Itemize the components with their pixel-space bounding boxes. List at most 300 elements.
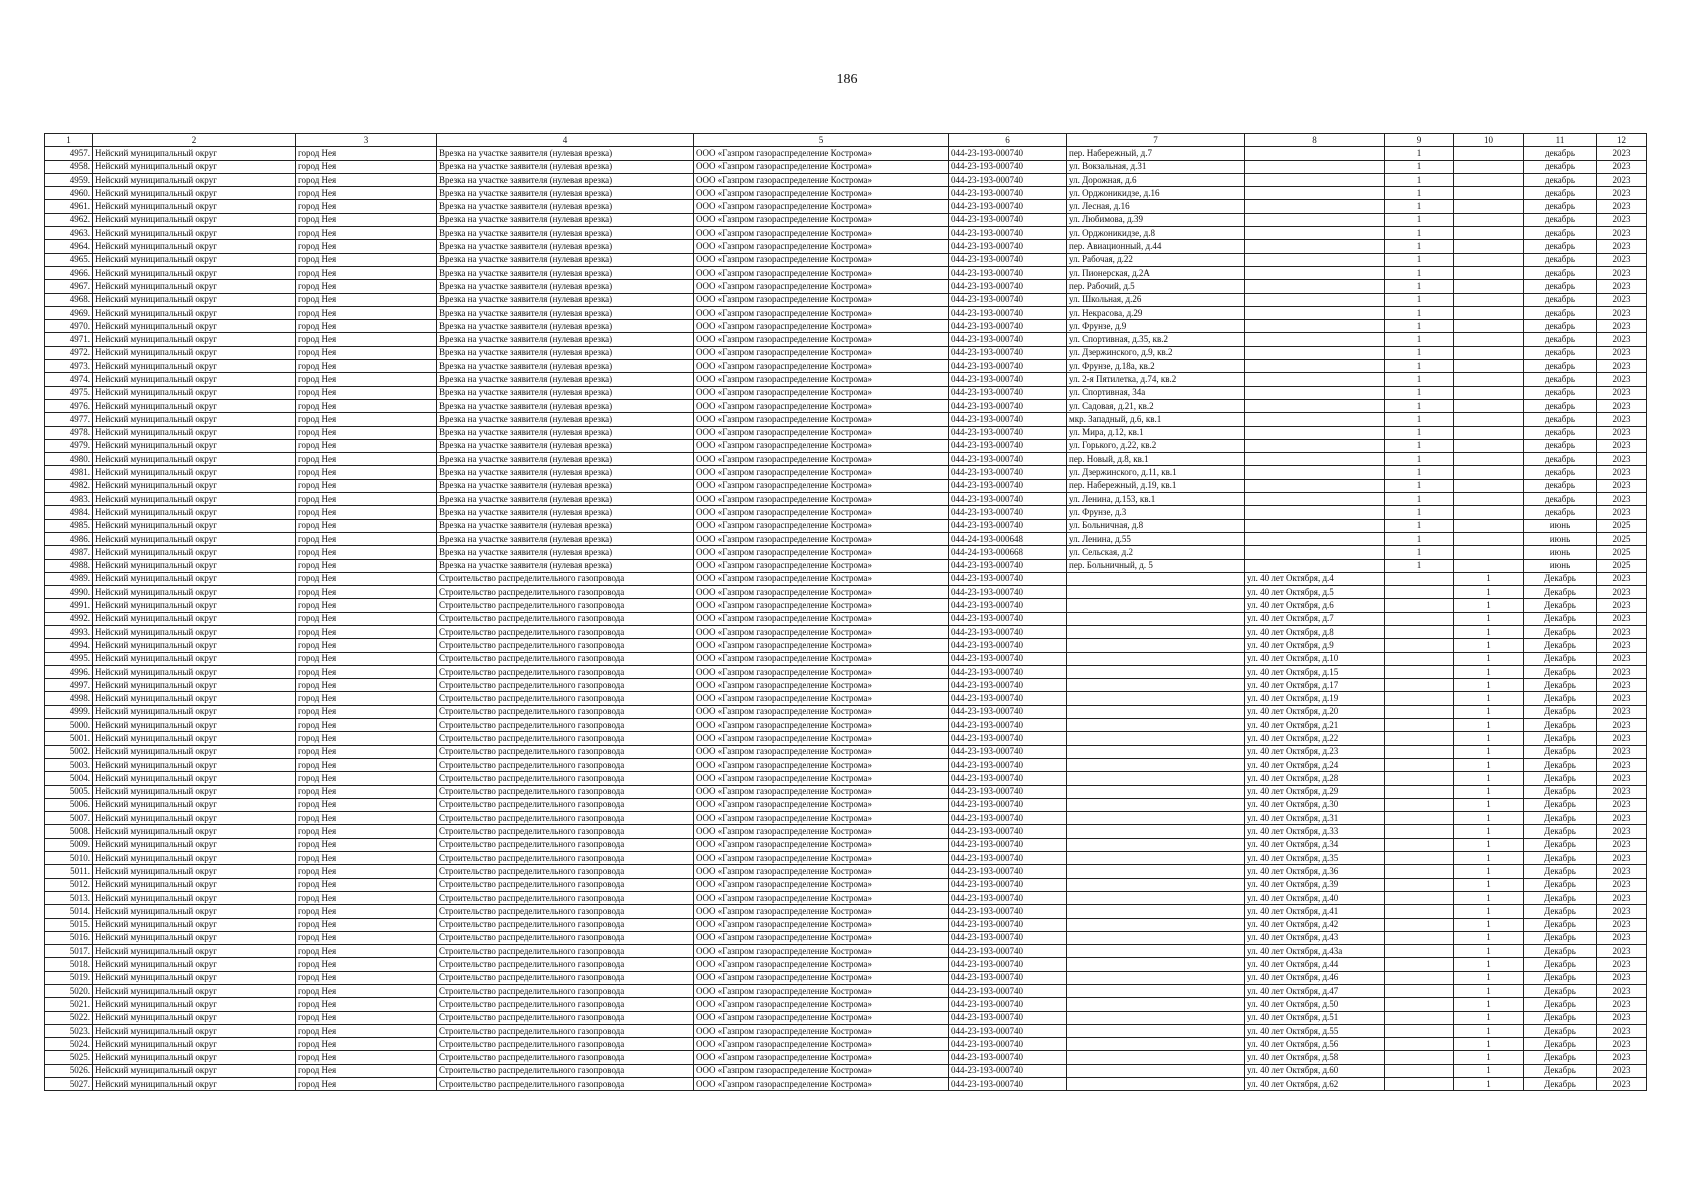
- organization-cell: ООО «Газпром газораспределение Кострома»: [694, 825, 949, 838]
- code-cell: 044-23-193-000740: [949, 599, 1067, 612]
- month-cell: Декабрь: [1524, 692, 1597, 705]
- locality-cell: город Нея: [296, 1038, 437, 1051]
- district-cell: Нейский муниципальный округ: [93, 532, 296, 545]
- locality-cell: город Нея: [296, 532, 437, 545]
- organization-cell: ООО «Газпром газораспределение Кострома»: [694, 493, 949, 506]
- row-number-cell: 4992.: [45, 612, 93, 625]
- table-row: [45, 905, 1647, 918]
- code-cell: 044-23-193-000740: [949, 612, 1067, 625]
- organization-cell: ООО «Газпром газораспределение Кострома»: [694, 971, 949, 984]
- work-type-cell: Врезка на участке заявителя (нулевая врезка): [437, 373, 694, 386]
- month-cell: декабрь: [1524, 293, 1597, 306]
- work-type-cell: Врезка на участке заявителя (нулевая врезка): [437, 200, 694, 213]
- quantity-cell: [1385, 772, 1454, 785]
- work-type-cell: Строительство распределительного газопровода: [437, 665, 694, 678]
- street-address-cell: ул. 40 лет Октября, д.17: [1245, 679, 1385, 692]
- row-number-cell: 5026.: [45, 1064, 93, 1077]
- table-row: [45, 333, 1647, 346]
- work-type-cell: Врезка на участке заявителя (нулевая врезка): [437, 426, 694, 439]
- month-cell: Декабрь: [1524, 931, 1597, 944]
- organization-cell: ООО «Газпром газораспределение Кострома»: [694, 745, 949, 758]
- organization-cell: ООО «Газпром газораспределение Кострома»: [694, 280, 949, 293]
- district-cell: Нейский муниципальный округ: [93, 719, 296, 732]
- locality-cell: город Нея: [296, 891, 437, 904]
- month-cell: декабрь: [1524, 306, 1597, 319]
- table-row: [45, 253, 1647, 266]
- table-row: [45, 173, 1647, 186]
- quantity-cell: 1: [1385, 559, 1454, 572]
- year-cell: 2023: [1597, 506, 1647, 519]
- address-cell: [1067, 772, 1245, 785]
- quantity-alt-cell: 1: [1454, 639, 1524, 652]
- year-cell: 2023: [1597, 333, 1647, 346]
- address-cell: ул. Некрасова, д.29: [1067, 306, 1245, 319]
- quantity-alt-cell: 1: [1454, 825, 1524, 838]
- organization-cell: ООО «Газпром газораспределение Кострома»: [694, 147, 949, 160]
- work-type-cell: Врезка на участке заявителя (нулевая врезка): [437, 240, 694, 253]
- year-cell: 2023: [1597, 413, 1647, 426]
- code-cell: 044-23-193-000740: [949, 758, 1067, 771]
- row-number-cell: 4957.: [45, 147, 93, 160]
- work-type-cell: Строительство распределительного газопровода: [437, 1051, 694, 1064]
- work-type-cell: Врезка на участке заявителя (нулевая врезка): [437, 506, 694, 519]
- organization-cell: ООО «Газпром газораспределение Кострома»: [694, 266, 949, 279]
- work-type-cell: Строительство распределительного газопровода: [437, 599, 694, 612]
- district-cell: Нейский муниципальный округ: [93, 360, 296, 373]
- street-address-cell: ул. 40 лет Октября, д.55: [1245, 1024, 1385, 1037]
- row-number-cell: 5019.: [45, 971, 93, 984]
- locality-cell: город Нея: [296, 945, 437, 958]
- quantity-alt-cell: 1: [1454, 665, 1524, 678]
- district-cell: Нейский муниципальный округ: [93, 985, 296, 998]
- locality-cell: город Нея: [296, 306, 437, 319]
- year-cell: 2023: [1597, 479, 1647, 492]
- street-address-cell: ул. 40 лет Октября, д.33: [1245, 825, 1385, 838]
- organization-cell: ООО «Газпром газораспределение Кострома»: [694, 772, 949, 785]
- work-type-cell: Строительство распределительного газопровода: [437, 865, 694, 878]
- quantity-alt-cell: 1: [1454, 958, 1524, 971]
- district-cell: Нейский муниципальный округ: [93, 147, 296, 160]
- address-cell: ул. Лесная, д.16: [1067, 200, 1245, 213]
- month-cell: Декабрь: [1524, 732, 1597, 745]
- month-cell: декабрь: [1524, 386, 1597, 399]
- column-header: 3: [296, 134, 437, 147]
- month-cell: декабрь: [1524, 227, 1597, 240]
- table-row: [45, 679, 1647, 692]
- month-cell: Декабрь: [1524, 918, 1597, 931]
- organization-cell: ООО «Газпром газораспределение Кострома»: [694, 758, 949, 771]
- district-cell: Нейский муниципальный округ: [93, 546, 296, 559]
- quantity-cell: [1385, 1078, 1454, 1091]
- column-number-row: [45, 134, 1647, 147]
- quantity-cell: 1: [1385, 360, 1454, 373]
- street-address-cell: ул. 40 лет Октября, д.43а: [1245, 945, 1385, 958]
- street-address-cell: ул. 40 лет Октября, д.62: [1245, 1078, 1385, 1091]
- street-address-cell: [1245, 386, 1385, 399]
- table-row: [45, 479, 1647, 492]
- row-number-cell: 4958.: [45, 160, 93, 173]
- work-type-cell: Врезка на участке заявителя (нулевая врезка): [437, 493, 694, 506]
- street-address-cell: [1245, 147, 1385, 160]
- address-cell: [1067, 679, 1245, 692]
- table-row: [45, 732, 1647, 745]
- code-cell: 044-23-193-000740: [949, 945, 1067, 958]
- organization-cell: ООО «Газпром газораспределение Кострома»: [694, 386, 949, 399]
- quantity-alt-cell: [1454, 373, 1524, 386]
- address-cell: пер. Авиационный, д.44: [1067, 240, 1245, 253]
- street-address-cell: ул. 40 лет Октября, д.28: [1245, 772, 1385, 785]
- code-cell: 044-23-193-000740: [949, 227, 1067, 240]
- code-cell: 044-23-193-000740: [949, 333, 1067, 346]
- locality-cell: город Нея: [296, 785, 437, 798]
- row-number-cell: 4995.: [45, 652, 93, 665]
- row-number-cell: 4986.: [45, 532, 93, 545]
- quantity-cell: 1: [1385, 213, 1454, 226]
- year-cell: 2023: [1597, 599, 1647, 612]
- quantity-alt-cell: 1: [1454, 1038, 1524, 1051]
- row-number-cell: 5023.: [45, 1024, 93, 1037]
- address-cell: [1067, 612, 1245, 625]
- quantity-alt-cell: [1454, 519, 1524, 532]
- quantity-cell: [1385, 1011, 1454, 1024]
- district-cell: Нейский муниципальный округ: [93, 413, 296, 426]
- street-address-cell: [1245, 373, 1385, 386]
- locality-cell: город Нея: [296, 705, 437, 718]
- year-cell: 2025: [1597, 519, 1647, 532]
- organization-cell: ООО «Газпром газораспределение Кострома»: [694, 852, 949, 865]
- row-number-cell: 5002.: [45, 745, 93, 758]
- quantity-alt-cell: 1: [1454, 652, 1524, 665]
- quantity-alt-cell: [1454, 306, 1524, 319]
- work-type-cell: Строительство распределительного газопровода: [437, 572, 694, 585]
- address-cell: [1067, 958, 1245, 971]
- street-address-cell: ул. 40 лет Октября, д.40: [1245, 891, 1385, 904]
- locality-cell: город Нея: [296, 160, 437, 173]
- table-row: [45, 705, 1647, 718]
- locality-cell: город Нея: [296, 386, 437, 399]
- address-cell: [1067, 838, 1245, 851]
- month-cell: Декабрь: [1524, 958, 1597, 971]
- year-cell: 2023: [1597, 825, 1647, 838]
- row-number-cell: 4961.: [45, 200, 93, 213]
- district-cell: Нейский муниципальный округ: [93, 652, 296, 665]
- table-row: [45, 692, 1647, 705]
- organization-cell: ООО «Газпром газораспределение Кострома»: [694, 200, 949, 213]
- year-cell: 2023: [1597, 625, 1647, 638]
- code-cell: 044-23-193-000740: [949, 466, 1067, 479]
- quantity-alt-cell: 1: [1454, 758, 1524, 771]
- quantity-cell: 1: [1385, 240, 1454, 253]
- row-number-cell: 4996.: [45, 665, 93, 678]
- month-cell: декабрь: [1524, 373, 1597, 386]
- organization-cell: ООО «Газпром газораспределение Кострома»: [694, 187, 949, 200]
- district-cell: Нейский муниципальный округ: [93, 838, 296, 851]
- row-number-cell: 4988.: [45, 559, 93, 572]
- address-cell: ул. Пионерская, д.2А: [1067, 266, 1245, 279]
- address-cell: ул. Орджоникидзе, д.8: [1067, 227, 1245, 240]
- year-cell: 2023: [1597, 147, 1647, 160]
- table-row: [45, 227, 1647, 240]
- address-cell: ул. Дзержинского, д.11, кв.1: [1067, 466, 1245, 479]
- district-cell: Нейский муниципальный округ: [93, 625, 296, 638]
- table-row: [45, 878, 1647, 891]
- row-number-cell: 4997.: [45, 679, 93, 692]
- district-cell: Нейский муниципальный округ: [93, 320, 296, 333]
- month-cell: Декабрь: [1524, 998, 1597, 1011]
- code-cell: 044-23-193-000740: [949, 506, 1067, 519]
- work-type-cell: Строительство распределительного газопровода: [437, 918, 694, 931]
- address-cell: ул. Садовая, д.21, кв.2: [1067, 399, 1245, 412]
- quantity-cell: [1385, 679, 1454, 692]
- locality-cell: город Нея: [296, 772, 437, 785]
- year-cell: 2023: [1597, 878, 1647, 891]
- code-cell: 044-23-193-000740: [949, 891, 1067, 904]
- quantity-cell: 1: [1385, 320, 1454, 333]
- district-cell: Нейский муниципальный округ: [93, 240, 296, 253]
- row-number-cell: 4985.: [45, 519, 93, 532]
- district-cell: Нейский муниципальный округ: [93, 958, 296, 971]
- locality-cell: город Нея: [296, 147, 437, 160]
- street-address-cell: ул. 40 лет Октября, д.31: [1245, 812, 1385, 825]
- code-cell: 044-23-193-000740: [949, 187, 1067, 200]
- address-cell: пер. Набережный, д.19, кв.1: [1067, 479, 1245, 492]
- locality-cell: город Нея: [296, 546, 437, 559]
- table-row: [45, 812, 1647, 825]
- locality-cell: город Нея: [296, 865, 437, 878]
- table-row: [45, 399, 1647, 412]
- table-row: [45, 426, 1647, 439]
- locality-cell: город Нея: [296, 586, 437, 599]
- district-cell: Нейский муниципальный округ: [93, 306, 296, 319]
- month-cell: Декабрь: [1524, 1051, 1597, 1064]
- quantity-cell: 1: [1385, 386, 1454, 399]
- code-cell: 044-23-193-000740: [949, 479, 1067, 492]
- work-type-cell: Строительство распределительного газопровода: [437, 1078, 694, 1091]
- month-cell: Декабрь: [1524, 1024, 1597, 1037]
- row-number-cell: 4975.: [45, 386, 93, 399]
- table-row: [45, 998, 1647, 1011]
- street-address-cell: ул. 40 лет Октября, д.15: [1245, 665, 1385, 678]
- organization-cell: ООО «Газпром газораспределение Кострома»: [694, 320, 949, 333]
- row-number-cell: 5016.: [45, 931, 93, 944]
- code-cell: 044-23-193-000740: [949, 692, 1067, 705]
- code-cell: 044-23-193-000740: [949, 905, 1067, 918]
- street-address-cell: [1245, 360, 1385, 373]
- address-cell: [1067, 785, 1245, 798]
- quantity-alt-cell: [1454, 439, 1524, 452]
- month-cell: Декабрь: [1524, 652, 1597, 665]
- organization-cell: ООО «Газпром газораспределение Кострома»: [694, 586, 949, 599]
- district-cell: Нейский муниципальный округ: [93, 599, 296, 612]
- table-row: [45, 745, 1647, 758]
- table-row: [45, 1064, 1647, 1077]
- year-cell: 2023: [1597, 612, 1647, 625]
- month-cell: декабрь: [1524, 426, 1597, 439]
- row-number-cell: 5025.: [45, 1051, 93, 1064]
- quantity-cell: [1385, 705, 1454, 718]
- year-cell: 2023: [1597, 386, 1647, 399]
- quantity-alt-cell: 1: [1454, 1078, 1524, 1091]
- street-address-cell: [1245, 466, 1385, 479]
- year-cell: 2023: [1597, 918, 1647, 931]
- month-cell: декабрь: [1524, 399, 1597, 412]
- work-type-cell: Строительство распределительного газопровода: [437, 878, 694, 891]
- district-cell: Нейский муниципальный округ: [93, 825, 296, 838]
- table-row: [45, 758, 1647, 771]
- work-type-cell: Строительство распределительного газопровода: [437, 719, 694, 732]
- column-header: 7: [1067, 134, 1245, 147]
- quantity-alt-cell: 1: [1454, 745, 1524, 758]
- row-number-cell: 4980.: [45, 453, 93, 466]
- quantity-alt-cell: [1454, 333, 1524, 346]
- address-cell: [1067, 639, 1245, 652]
- year-cell: 2023: [1597, 958, 1647, 971]
- work-type-cell: Строительство распределительного газопровода: [437, 838, 694, 851]
- address-cell: ул. Фрунзе, д.18а, кв.2: [1067, 360, 1245, 373]
- code-cell: 044-23-193-000740: [949, 1024, 1067, 1037]
- address-cell: пер. Набережный, д.7: [1067, 147, 1245, 160]
- address-cell: ул. Больничная, д.8: [1067, 519, 1245, 532]
- code-cell: 044-23-193-000740: [949, 293, 1067, 306]
- district-cell: Нейский муниципальный округ: [93, 612, 296, 625]
- quantity-cell: 1: [1385, 173, 1454, 186]
- organization-cell: ООО «Газпром газораспределение Кострома»: [694, 1024, 949, 1037]
- organization-cell: ООО «Газпром газораспределение Кострома»: [694, 998, 949, 1011]
- district-cell: Нейский муниципальный округ: [93, 333, 296, 346]
- quantity-cell: [1385, 838, 1454, 851]
- month-cell: июнь: [1524, 559, 1597, 572]
- street-address-cell: [1245, 333, 1385, 346]
- work-type-cell: Строительство распределительного газопровода: [437, 1024, 694, 1037]
- address-cell: ул. Ленина, д.153, кв.1: [1067, 493, 1245, 506]
- table-row: [45, 825, 1647, 838]
- district-cell: Нейский муниципальный округ: [93, 479, 296, 492]
- address-cell: мкр. Западный, д.6, кв.1: [1067, 413, 1245, 426]
- address-cell: [1067, 572, 1245, 585]
- organization-cell: ООО «Газпром газораспределение Кострома»: [694, 506, 949, 519]
- month-cell: декабрь: [1524, 266, 1597, 279]
- locality-cell: город Нея: [296, 173, 437, 186]
- address-cell: [1067, 945, 1245, 958]
- locality-cell: город Нея: [296, 559, 437, 572]
- code-cell: 044-23-193-000740: [949, 399, 1067, 412]
- quantity-cell: [1385, 625, 1454, 638]
- table-row: [45, 958, 1647, 971]
- organization-cell: ООО «Газпром газораспределение Кострома»: [694, 479, 949, 492]
- month-cell: Декабрь: [1524, 812, 1597, 825]
- locality-cell: город Нея: [296, 399, 437, 412]
- district-cell: Нейский муниципальный округ: [93, 679, 296, 692]
- table-row: [45, 187, 1647, 200]
- year-cell: 2023: [1597, 373, 1647, 386]
- row-number-cell: 4972.: [45, 346, 93, 359]
- district-cell: Нейский муниципальный округ: [93, 586, 296, 599]
- year-cell: 2023: [1597, 453, 1647, 466]
- locality-cell: город Нея: [296, 240, 437, 253]
- month-cell: декабрь: [1524, 346, 1597, 359]
- code-cell: 044-23-193-000740: [949, 572, 1067, 585]
- organization-cell: ООО «Газпром газораспределение Кострома»: [694, 346, 949, 359]
- month-cell: июнь: [1524, 546, 1597, 559]
- quantity-cell: 1: [1385, 227, 1454, 240]
- quantity-alt-cell: 1: [1454, 931, 1524, 944]
- district-cell: Нейский муниципальный округ: [93, 160, 296, 173]
- quantity-cell: 1: [1385, 346, 1454, 359]
- locality-cell: город Нея: [296, 333, 437, 346]
- year-cell: 2023: [1597, 1024, 1647, 1037]
- organization-cell: ООО «Газпром газораспределение Кострома»: [694, 985, 949, 998]
- quantity-alt-cell: [1454, 266, 1524, 279]
- quantity-cell: [1385, 891, 1454, 904]
- locality-cell: город Нея: [296, 599, 437, 612]
- table-row: [45, 1078, 1647, 1091]
- month-cell: Декабрь: [1524, 905, 1597, 918]
- locality-cell: город Нея: [296, 958, 437, 971]
- address-cell: [1067, 931, 1245, 944]
- quantity-cell: [1385, 931, 1454, 944]
- page-number: 186: [836, 72, 858, 87]
- district-cell: Нейский муниципальный округ: [93, 506, 296, 519]
- address-cell: [1067, 985, 1245, 998]
- table-row: [45, 945, 1647, 958]
- code-cell: 044-23-193-000740: [949, 1011, 1067, 1024]
- code-cell: 044-23-193-000740: [949, 519, 1067, 532]
- month-cell: Декабрь: [1524, 572, 1597, 585]
- table-row: [45, 1011, 1647, 1024]
- district-cell: Нейский муниципальный округ: [93, 266, 296, 279]
- work-type-cell: Строительство распределительного газопровода: [437, 971, 694, 984]
- district-cell: Нейский муниципальный округ: [93, 253, 296, 266]
- street-address-cell: ул. 40 лет Октября, д.35: [1245, 852, 1385, 865]
- locality-cell: город Нея: [296, 346, 437, 359]
- quantity-cell: [1385, 572, 1454, 585]
- code-cell: 044-23-193-000740: [949, 1078, 1067, 1091]
- code-cell: 044-23-193-000740: [949, 652, 1067, 665]
- column-header: 10: [1454, 134, 1524, 147]
- code-cell: 044-23-193-000740: [949, 918, 1067, 931]
- district-cell: Нейский муниципальный округ: [93, 745, 296, 758]
- street-address-cell: [1245, 253, 1385, 266]
- work-type-cell: Строительство распределительного газопровода: [437, 625, 694, 638]
- year-cell: 2023: [1597, 905, 1647, 918]
- locality-cell: город Нея: [296, 200, 437, 213]
- locality-cell: город Нея: [296, 852, 437, 865]
- work-type-cell: Врезка на участке заявителя (нулевая врезка): [437, 173, 694, 186]
- table-row: [45, 772, 1647, 785]
- month-cell: Декабрь: [1524, 878, 1597, 891]
- street-address-cell: ул. 40 лет Октября, д.22: [1245, 732, 1385, 745]
- locality-cell: город Нея: [296, 665, 437, 678]
- street-address-cell: ул. 40 лет Октября, д.7: [1245, 612, 1385, 625]
- year-cell: 2023: [1597, 971, 1647, 984]
- organization-cell: ООО «Газпром газораспределение Кострома»: [694, 253, 949, 266]
- year-cell: 2023: [1597, 705, 1647, 718]
- year-cell: 2023: [1597, 280, 1647, 293]
- street-address-cell: [1245, 346, 1385, 359]
- month-cell: Декабрь: [1524, 772, 1597, 785]
- street-address-cell: ул. 40 лет Октября, д.23: [1245, 745, 1385, 758]
- work-type-cell: Врезка на участке заявителя (нулевая врезка): [437, 266, 694, 279]
- organization-cell: ООО «Газпром газораспределение Кострома»: [694, 891, 949, 904]
- district-cell: Нейский муниципальный округ: [93, 386, 296, 399]
- address-cell: пер. Больничный, д. 5: [1067, 559, 1245, 572]
- quantity-cell: 1: [1385, 253, 1454, 266]
- quantity-alt-cell: 1: [1454, 1024, 1524, 1037]
- street-address-cell: [1245, 439, 1385, 452]
- year-cell: 2023: [1597, 1011, 1647, 1024]
- table-row: [45, 280, 1647, 293]
- address-cell: [1067, 1038, 1245, 1051]
